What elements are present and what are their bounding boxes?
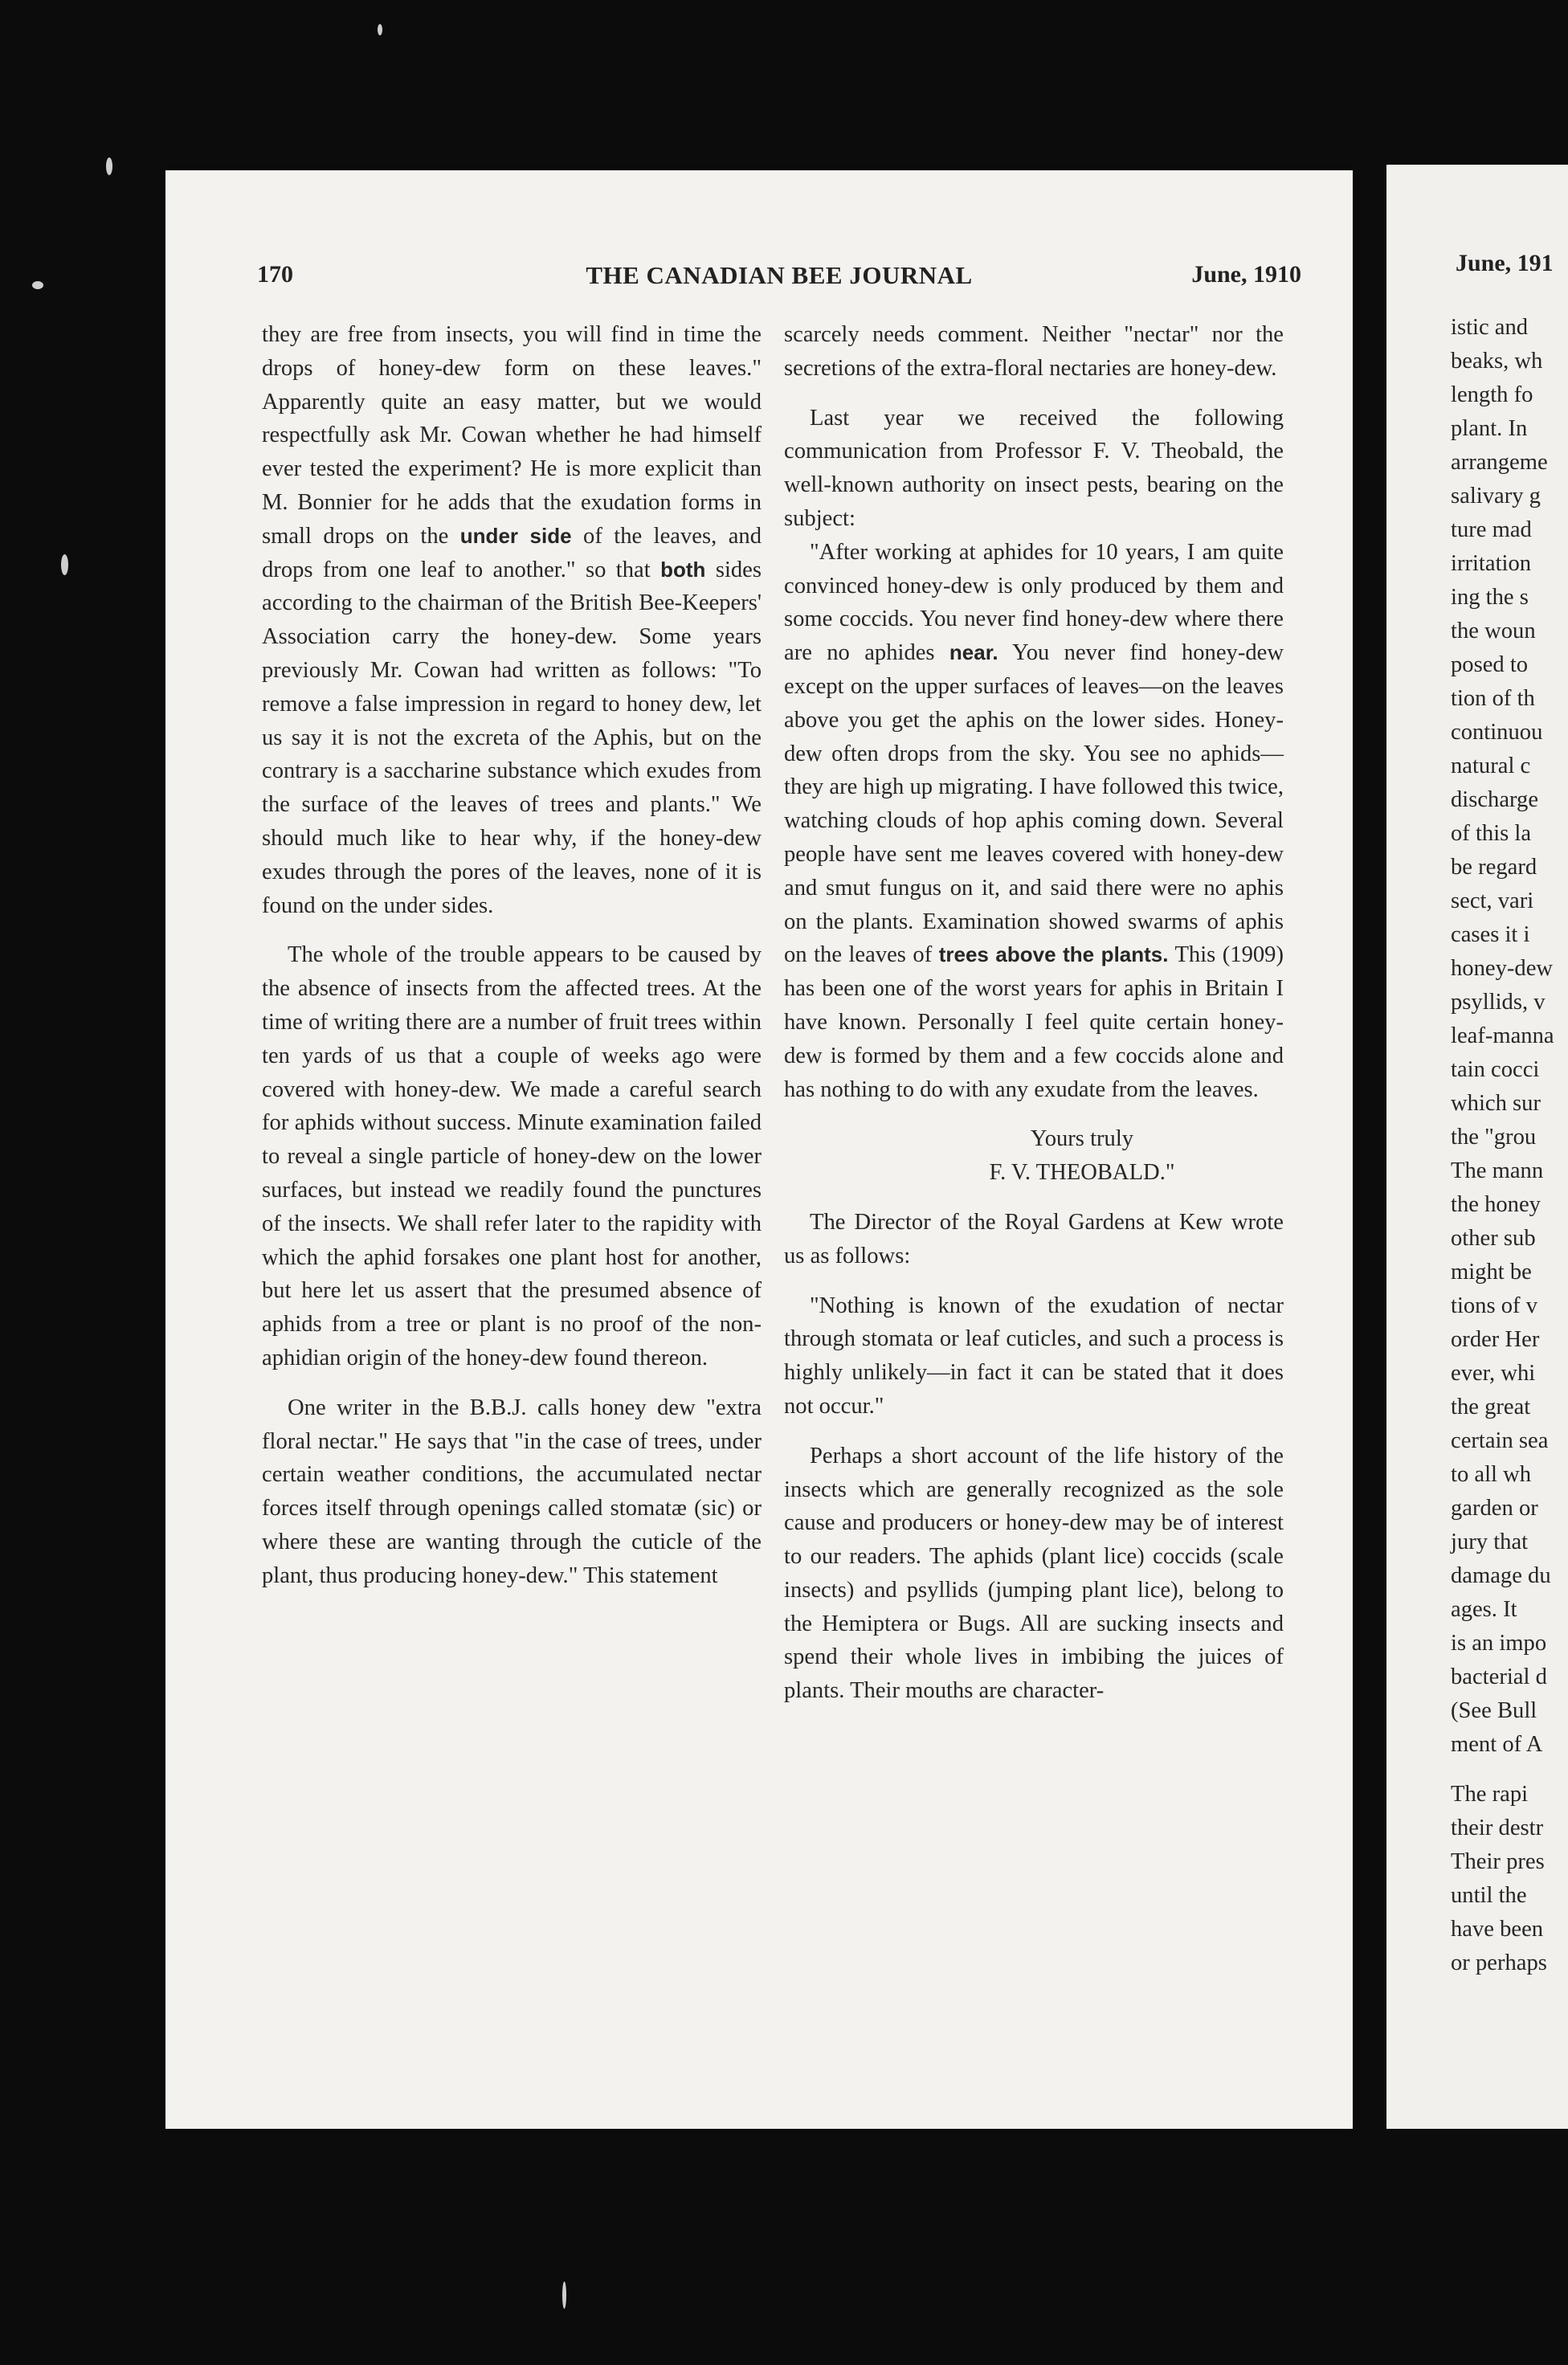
fragment-line: posed to	[1451, 652, 1529, 677]
fragment-line: the great	[1451, 1395, 1531, 1419]
fragment-line: honey-dew	[1451, 956, 1554, 981]
fragment-line: Their pres	[1451, 1849, 1545, 1874]
fragment-line: cases it i	[1451, 922, 1530, 947]
fragment-line: tain cocci	[1451, 1057, 1540, 1082]
paragraph: they are free from insects, you will find in time the drops of honey-dew form on these leaves." Apparently quite an easy matter, but we would respectfully ask Mr. Cowan whether he had himself ever tested the experiment? He is more explicit than M. Bonnier for he adds that the exudation forms in small drops on the under side of the leaves, and drops from one leaf to another." so that both sides according to the chairman of the British Bee-Keepers' Association carry the honey-dew. Some years previously Mr. Cowan had written as follows: "To remove a false impression in regard to honey dew, let us say it is not the excreta of the Aphis, but on the contrary is a saccharine substance which exudes from the surface of the leaves of trees and plants." We should much like to hear why, if the honey-dew exudes through the pores of the leaves, none of it is found on the under sides.	[262, 322, 762, 918]
fragment-line: The mann	[1451, 1158, 1544, 1183]
page-header	[257, 261, 1301, 301]
next-page-fragment	[1386, 165, 1568, 2129]
signature-closing: Yours truly	[1030, 1126, 1134, 1152]
dust-speck	[106, 157, 112, 175]
fragment-line: arrangeme	[1451, 450, 1548, 475]
fragment-line: damage du	[1451, 1563, 1551, 1588]
page-number: 170	[257, 261, 293, 288]
fragment-line: ture mad	[1451, 517, 1532, 542]
fragment-line: istic and	[1451, 315, 1529, 340]
fragment-line: be regard	[1451, 855, 1537, 880]
fragment-line: sect, vari	[1451, 888, 1534, 913]
fragment-line: order Her	[1451, 1327, 1540, 1352]
next-page-column	[1451, 311, 1568, 1980]
next-page-header: June, 191	[1456, 250, 1554, 276]
fragment-line: continuou	[1451, 720, 1543, 745]
journal-title: THE CANADIAN BEE JOURNAL	[586, 261, 973, 289]
paragraph: Perhaps a short account of the life history of the insects which are generally recognized as the sole cause and producers or honey-dew may be of interest to our readers. The aphids (plant lice) coccids (scale insects) and psyllids (jumping plant lice), belong to the Hemiptera or Bugs. All are sucking insects and spend their whole lives in imbibing the juices of plants. Their mouths are character-	[784, 1443, 1284, 1704]
quoted-letter: "After working at aphides for 10 years, I am quite convinced honey-dew is only produced by them and some coccids. You never find honey-dew where there are no aphides near. You never find honey-dew except on the upper surfaces of leaves—on the leaves above you get the aphis on the lower sides. Honey-dew often drops from the sky. You see no aphids—they are high up migrating. I have followed this twice, watching clouds of hop aphis coming down. Several people have sent me leaves covered with honey-dew and smut fungus on it, and said there were no aphis on the plants. Examination showed swarms of aphis on the leaves of trees above the plants. This (1909) has been one of the worst years for aphis in Britain I have known. Personally I feel quite certain honey-dew is formed by them and a few coccids alone and has nothing to do with any exudate from the leaves.	[784, 539, 1284, 1102]
fragment-line: the honey	[1451, 1192, 1541, 1217]
signature-name: F. V. THEOBALD."	[989, 1160, 1175, 1186]
fragment-line: ages. It	[1451, 1597, 1517, 1622]
fragment-line: might be	[1451, 1260, 1532, 1285]
fragment-line: beaks, wh	[1451, 349, 1543, 374]
dust-speck	[562, 2281, 566, 2309]
fragment-line: their destr	[1451, 1816, 1544, 1840]
paragraph: The whole of the trouble appears to be caused by the absence of insects from the affected trees. At the time of writing there are a number of fruit trees within ten yards of us that a couple of weeks ago were covered with honey-dew. We made a careful search for aphids without success. Minute examination failed to reveal a single particle of honey-dew on the lower surfaces, but instead we readily found the punctures of the insects. We shall refer later to the rapidity with which the aphid forsakes one plant host for another, but here let us assert that the presumed absence of aphids from a tree or plant is no proof of the non-aphidian origin of the honey-dew found thereon.	[262, 942, 762, 1370]
fragment-line: other sub	[1451, 1226, 1536, 1251]
fragment-line: is an impo	[1451, 1631, 1547, 1656]
left-column	[262, 318, 762, 1592]
fragment-line: or perhaps	[1451, 1950, 1547, 1975]
fragment-line: jury that	[1451, 1530, 1529, 1554]
paragraph: One writer in the B.B.J. calls honey dew "extra floral nectar." He says that "in the case of trees, under certain weather conditions, the accumulated nectar forces itself through openings called stomatæ (sic) or where these are wanting through the cuticle of the plant, thus producing honey-dew." This statement	[262, 1395, 762, 1588]
paragraph: The Director of the Royal Gardens at Kew wrote us as follows:	[784, 1209, 1284, 1268]
fragment-line: garden or	[1451, 1496, 1538, 1521]
fragment-line: of this la	[1451, 821, 1532, 846]
fragment-line: certain sea	[1451, 1428, 1549, 1453]
fragment-line: plant. In	[1451, 416, 1528, 441]
fragment-line: The rapi	[1451, 1782, 1529, 1807]
fragment-line: have been	[1451, 1917, 1544, 1942]
dust-speck	[32, 281, 43, 289]
fragment-line: until the	[1451, 1883, 1527, 1908]
paragraph: scarcely needs comment. Neither "nectar" nor the secretions of the extra-floral nectaries are honey-dew.	[784, 322, 1284, 381]
fragment-line: ever, whi	[1451, 1361, 1536, 1386]
fragment-line: tions of v	[1451, 1293, 1538, 1318]
fragment-line: ment of A	[1451, 1732, 1543, 1757]
journal-page	[165, 170, 1353, 2129]
fragment-line: the woun	[1451, 619, 1536, 643]
fragment-line: the "grou	[1451, 1125, 1537, 1150]
fragment-line: which sur	[1451, 1091, 1541, 1116]
fragment-line: bacterial d	[1451, 1664, 1547, 1689]
fragment-line: psyllids, v	[1451, 990, 1546, 1015]
middle-column	[784, 318, 1284, 1708]
paragraph: Last year we received the following communication from Professor F. V. Theobald, the well-known authority on insect pests, bearing on the subject:	[784, 405, 1284, 531]
fragment-line: irritation	[1451, 551, 1532, 576]
dust-speck	[378, 24, 382, 35]
fragment-line: salivary g	[1451, 484, 1541, 509]
fragment-line: discharge	[1451, 787, 1539, 812]
issue-date: June, 1910	[1191, 261, 1301, 288]
fragment-line: leaf-manna	[1451, 1023, 1554, 1048]
quoted-statement: "Nothing is known of the exudation of nectar through stomata or leaf cuticles, and such a process is highly unlikely—in fact it can be stated that it does not occur."	[784, 1293, 1284, 1419]
paragraph-gap	[1451, 1762, 1568, 1778]
dust-speck	[61, 554, 68, 575]
fragment-line: to all wh	[1451, 1462, 1532, 1487]
fragment-line: tion of th	[1451, 686, 1535, 711]
fragment-line: length fo	[1451, 382, 1533, 407]
fragment-line: (See Bull	[1451, 1698, 1537, 1723]
fragment-line: ing the s	[1451, 585, 1529, 610]
fragment-line: natural c	[1451, 754, 1531, 778]
